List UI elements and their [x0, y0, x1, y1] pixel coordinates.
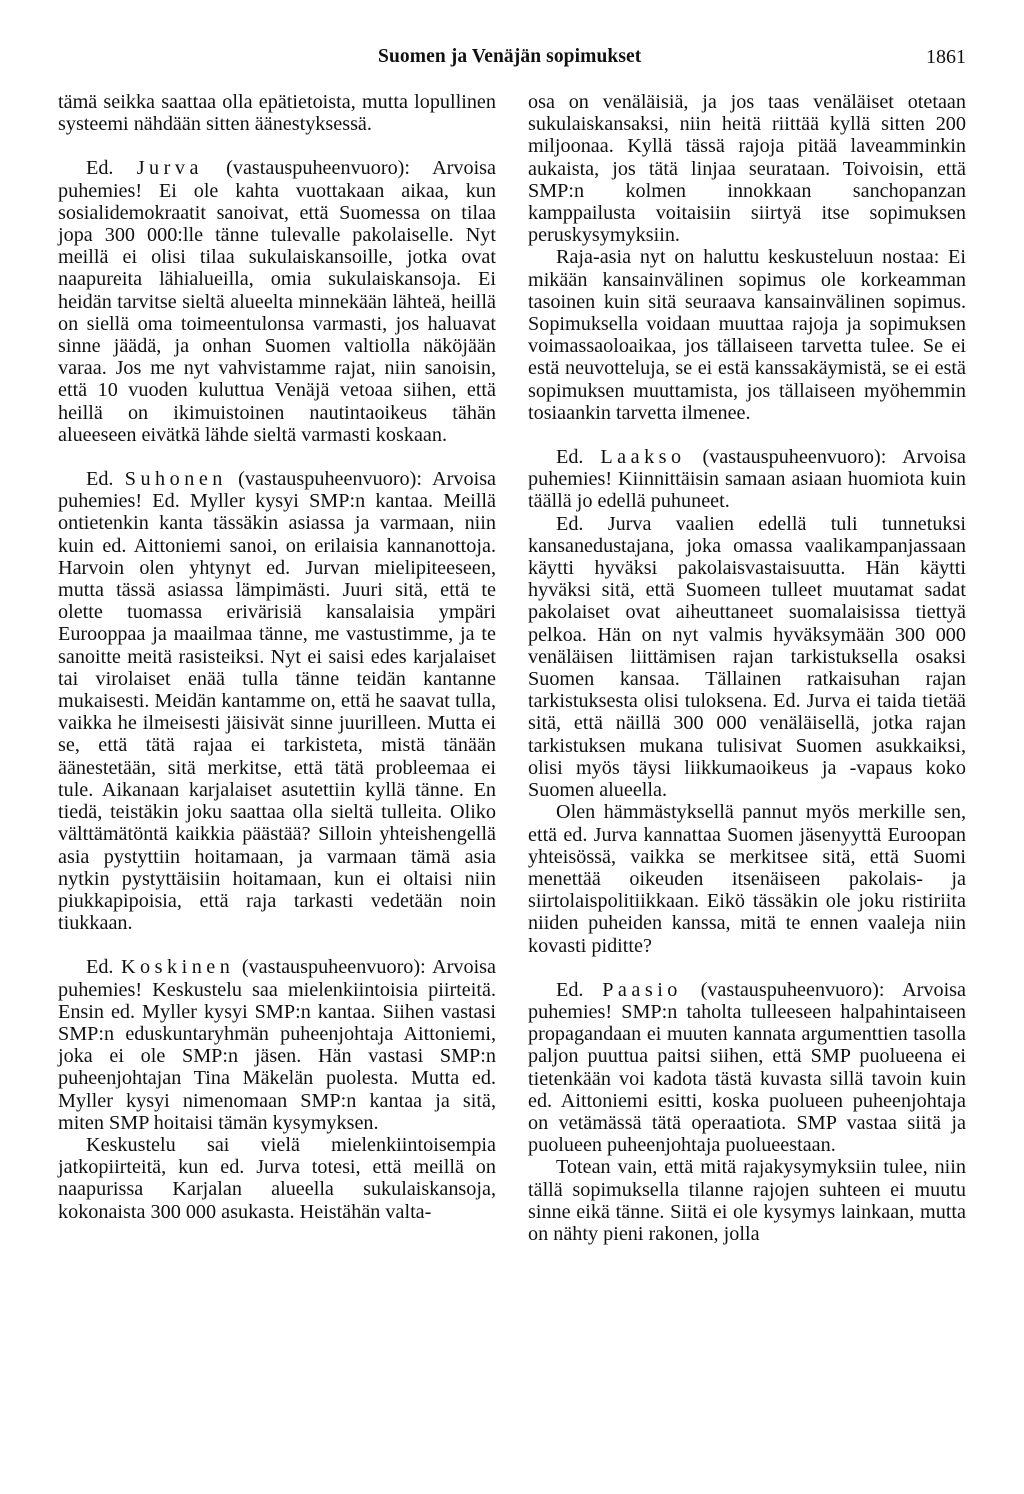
speaker-prefix: Ed. [556, 978, 584, 1001]
speech-text: (vastauspuheenvuoro): Arvoisa puhemies! Keskustelu saa mielenkiintoisia piirteitä. Ensin ed. Myller kysyi SMP:n kantaa. Siihen vastasi SMP:n eduskuntaryhmän puheenjohtaja Aittoniemi, joka ei ole SMP:n jäsen. Hän vastasi SMP:n puheenjohtajan Tina Mäkelän puolesta. Mutta ed. Myller kysyi nimenomaan SMP:n kantaa ja sitä, miten SMP hoitaisi tämän kysymyksen. [58, 956, 496, 1134]
speech-suhonen [58, 468, 496, 934]
speech-text: (vastauspuheenvuoro): Arvoisa puhemies! SMP:n taholta tulleeseen halpahintaiseen propagandaan ei muuten kannata argumenttien tasolla paljon puuttua paitsi siihen, että SMP puolueena ei tietenkään voi kadota tästä kuvasta sillä tavoin kuin ed. Aittoniemi esitti, koska puolueen puheenjohtaja on vetämässä tätä operaatiota. SMP vastaa siitä ja puolueen puheenjohtaja puolueestaan. [528, 978, 966, 1157]
paragraph: Keskustelu sai vielä mielenkiintoisempia jatkopiirteitä, kun ed. Jurva totesi, että meillä on naapurissa Karjalan alueella sukulaiskansoja, kokonaista 300 000 asukasta. Heistähän valta- [58, 1133, 496, 1223]
paragraph: osa on venäläisiä, ja jos taas venäläiset otetaan sukulaiskansaksi, niin heitä riittää kyllä sitten 200 miljoonaa. Kyllä tässä rajoja pitää laveamminkin aukaista, jos tätä linjaa seurataan. Toivoisin, että SMP:n kolmen innokkaan sanchopanzan kamppailusta voitaisiin siirtyä itse sopimuksen peruskysymyksiin. [528, 91, 966, 247]
paragraph: Ed. Jurva vaalien edellä tuli tunnetuksi kansanedustajana, joka omassa vaalikampanjassaan käytti hyväksi pakolaisvastaisuutta. Hän käytti hyväksi sitä, että Suomeen tulleet muutamat sadat pakolaiset ovat aiheuttaneet suomalaisissa tiettyä pelkoa. Hän on nyt valmis hyväksymään 300 000 venäläisen liittämisen rajan tarkistuksella osaksi Suomen kansaa. Tällainen ratkaisuhan rajan tarkistuksesta olisi tuloksena. Ed. Jurva ei taida tietää sitä, että näillä 300 000 venäläisellä, jotka rajan tarkistuksen mukana tulisivat Suomen asukkaiksi, olisi myös täysi liikkumaoikeus ja -vapaus koko Suomen alueella. [528, 512, 966, 802]
speaker-name: Koskinen [120, 956, 235, 979]
speaker-prefix: Ed. [86, 956, 114, 979]
paragraph: Totean vain, että mitä rajakysymyksiin tulee, niin tällä sopimuksella tilanne rajojen suhteen ei muutu sinne eikä tänne. Siitä ei ole kysymys lainkaan, mutta on nähty pieni rakonen, jolla [528, 1156, 966, 1245]
speaker-prefix: Ed. [556, 446, 584, 469]
speaker-name: Laakso [600, 446, 686, 469]
speaker-name: Suhonen [124, 468, 227, 491]
speaker-name: Jurva [136, 157, 203, 180]
paragraph: tämä seikka saattaa olla epätietoista, mutta lopullinen systeemi nähdään sitten äänestyksessä. [58, 91, 496, 136]
speaker-prefix: Ed. [86, 468, 114, 491]
page-number: 1861 [926, 46, 966, 68]
speaker-prefix: Ed. [86, 157, 114, 180]
left-column [58, 91, 496, 1223]
speaker-name: Paasio [602, 978, 682, 1001]
speech-text: (vastauspuheenvuoro): Arvoisa puhemies! Ei ole kahta vuottakaan aikaa, kun sosialidemokraatit sanoivat, että Suomessa on tilaa jopa 300 000:lle tänne tulevalle pakolaiselle. Nyt meillä ei olisi tilaa sukulaiskansoille, jotka ovat naapureita lähialueilla, omia sukulaiskansoja. Ei heidän tarvitse sieltä alueelta minnekään lähteä, heillä on siellä oma toimeentulonsa varmasti, jos haluavat sinne jäädä, ja onhan Suomen valtiolla näköjään varaa. Jos me nyt vahvistamme rajat, niin sanoisin, että 10 vuoden kuluttua Venäjä vetoaa siihen, että heillä on ikimuistoinen nautintaoikeus tähän alueeseen eivätkä lähde sieltä varmasti koskaan. [58, 157, 496, 446]
paragraph: Raja-asia nyt on haluttu keskusteluun nostaa: Ei mikään kansainvälinen sopimus ole korkeamman tasoinen kuin sitä seuraava kansainvälinen sopimus. Sopimuksella voidaan muuttaa rajoja ja sopimuksen voimassaoloaikaa, jos tällaiseen tarvetta tulee. Se ei estä neuvotteluja, se ei estä kanssakäymistä, se ei estä sopimuksen muuttamista, jos tällaiseen myöhemmin tosiaankin tarvetta ilmenee. [528, 246, 966, 424]
speech-laakso [528, 446, 966, 513]
speech-text: (vastauspuheenvuoro): Arvoisa puhemies! Kiinnittäisin samaan asiaan huomiota kuin täällä jo edellä puhuneet. [528, 446, 966, 513]
speech-jurva [58, 157, 496, 446]
speech-text: (vastauspuheenvuoro): Arvoisa puhemies! Ed. Myller kysyi SMP:n kantaa. Meillä ontietenkin kanta tässäkin asiassa ja varmaan, niin kuin ed. Aittoniemi sanoi, on erilaisia kannanottoja. Harvoin olen yhtynyt ed. Jurvan mielipiteeseen, mutta tässä asiassa lämpimästi. Juuri sitä, että te olette tuomassa erivärisiä kansalaisia ympäri Eurooppaa ja maailmaa tänne, me vastustimme, ja te sanoitte meitä rasisteiksi. Nyt ei saisi edes karjalaiset tai virolaiset enää tulla tänne teidän kantanne mukaisesti. Meidän kantamme on, että he saavat tulla, vaikka he ilmeisesti jäisivät sinne juurilleen. Mutta ei se, että tätä rajaa ei tarkisteta, mistä tänään äänestetään, sitä merkitse, että tätä probleemaa ei tule. Aikanaan karjalaiset asutettiin kyllä tänne. En tiedä, teistäkin joku saattaa olla sieltä tulleita. Oliko välttämätöntä kaikkia päästää? Silloin yhteishengellä asia pystyttiin hoitamaan, ja varmaan tämä asia nytkin pystyttäisiin hoitamaan, kun ei oltaisi niin piukkapipoisia, että raja tarkasti vedetään noin tiukkaan. [58, 468, 497, 935]
speech-paasio [528, 979, 966, 1157]
speech-koskinen [58, 956, 496, 1134]
paragraph: Olen hämmästyksellä pannut myös merkille sen, että ed. Jurva kannattaa Suomen jäsenyyttä Euroopan yhteisössä, vaikka se merkitsee sitä, että Suomi menettää oikeuden itsenäiseen pakolais- ja siirtolaispolitiikkaan. Eikö tässäkin ole joku ristiriita niiden puheiden kanssa, mitä te ennen vaaleja niin kovasti piditte? [528, 801, 966, 957]
running-title: Suomen ja Venäjän sopimukset [378, 46, 642, 67]
right-column [528, 91, 966, 1245]
